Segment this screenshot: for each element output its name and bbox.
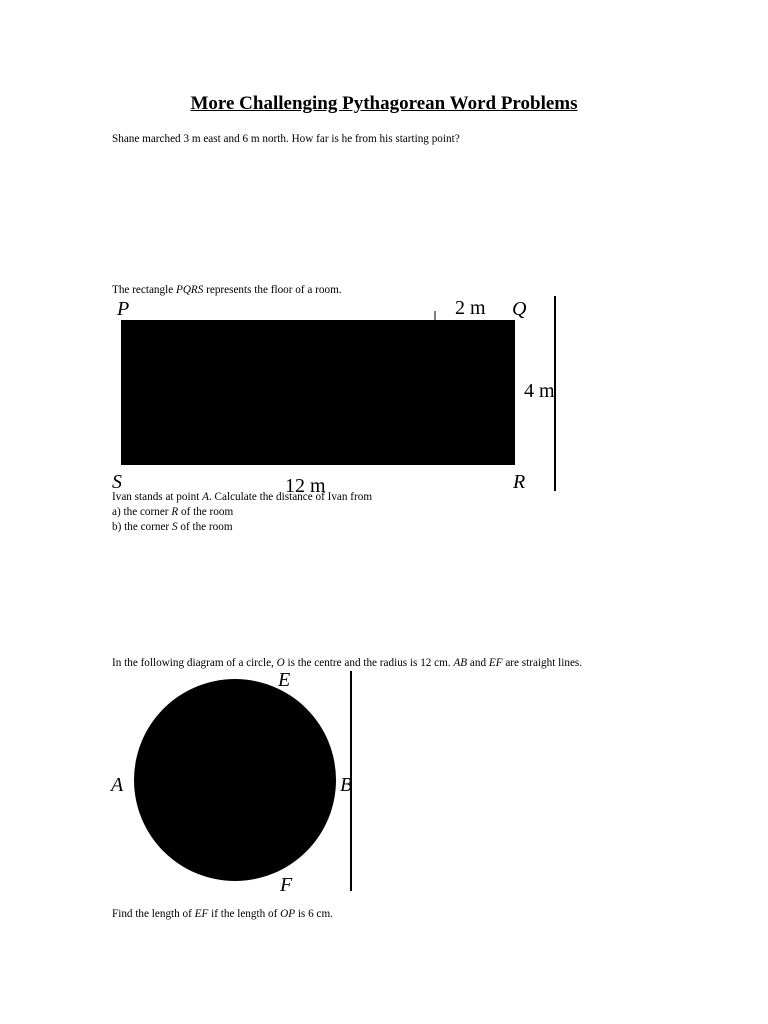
rectangle-diagram <box>112 296 555 497</box>
circle <box>134 679 336 881</box>
label-f: F <box>280 874 293 896</box>
question-3-intro: In the following diagram of a circle, O is the centre and the radius is 12 cm. AB and EF are straight lines. <box>112 657 583 669</box>
question-3-find: Find the length of EF if the length of OP is 6 cm. <box>112 908 333 920</box>
label-e: E <box>278 669 291 691</box>
label-a: A <box>111 774 124 796</box>
label-12m: 12 m <box>285 475 326 497</box>
label-b: B <box>340 774 353 796</box>
label-2m: 2 m <box>455 297 486 319</box>
label-r: R <box>513 471 526 493</box>
circle-diagram <box>109 669 352 896</box>
question-1-text: Shane marched 3 m east and 6 m north. How far is he from his starting point? <box>112 133 460 145</box>
label-4m: 4 m <box>524 380 555 402</box>
label-s: S <box>112 471 122 493</box>
page-title: More Challenging Pythagorean Word Problems <box>190 93 578 114</box>
room-rectangle <box>121 320 515 465</box>
question-2-intro: The rectangle PQRS represents the floor of a room. <box>112 284 342 296</box>
question-2-line-2: a) the corner R of the room <box>112 506 234 518</box>
question-2-line-3: b) the corner S of the room <box>112 521 233 533</box>
label-q: Q <box>512 298 527 320</box>
label-p: P <box>117 298 130 320</box>
question-2-line-1: Ivan stands at point A. Calculate the distance of Ivan from <box>112 491 373 503</box>
